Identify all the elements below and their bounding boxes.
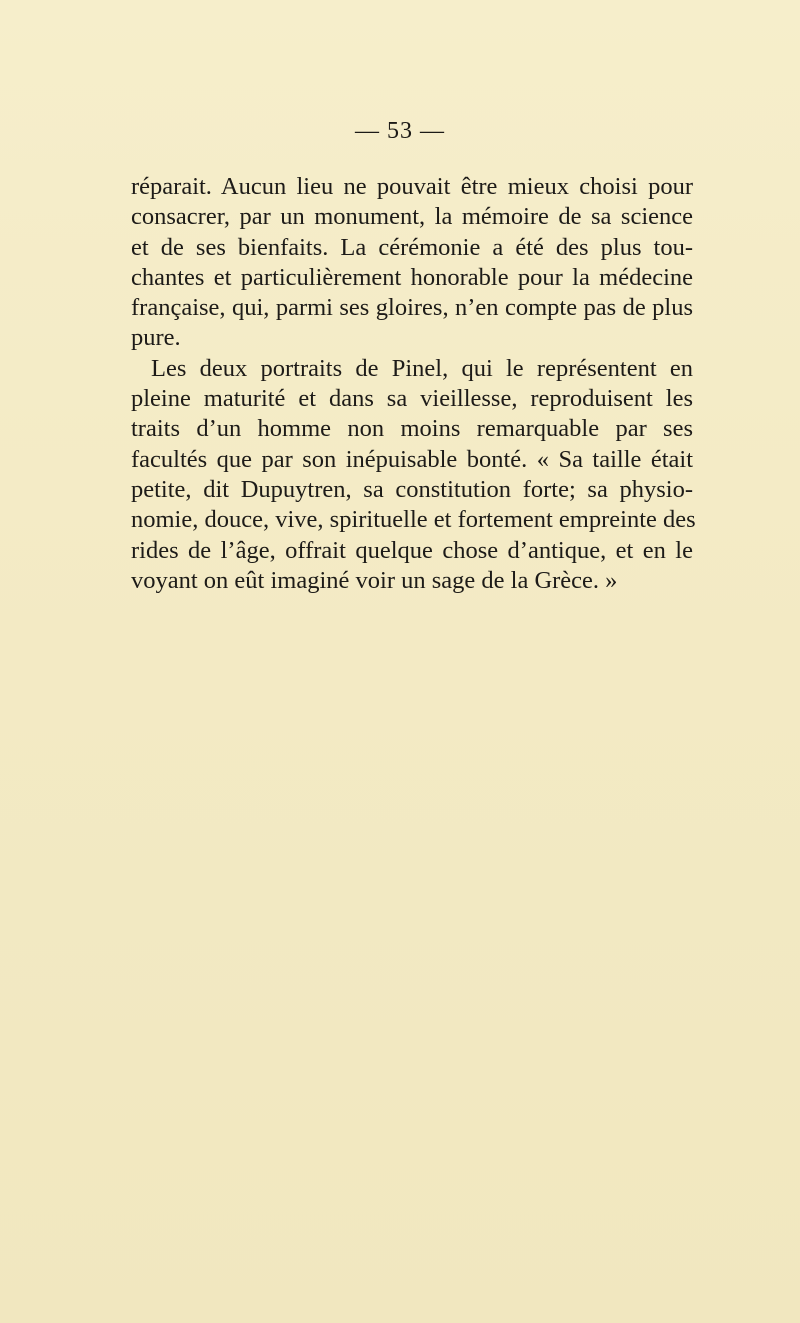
text-line: rides de l’âge, offrait quelque chose d’antique, et en le — [131, 536, 693, 564]
text-line: française, qui, parmi ses gloires, n’en compte pas de plus — [131, 294, 693, 322]
text-line: pure. — [131, 324, 181, 352]
text-line: traits d’un homme non moins remarquable par ses — [131, 415, 693, 443]
text-line: Les deux portraits de Pinel, qui le représentent en — [151, 354, 693, 382]
text-line: consacrer, par un monument, la mémoire de sa science — [131, 203, 693, 231]
text-line: voyant on eût imaginé voir un sage de la Grèce. » — [131, 566, 618, 594]
text-line: nomie, douce, vive, spirituelle et fortement empreinte des — [131, 506, 696, 534]
page-number: — 53 — — [355, 118, 445, 144]
text-line: chantes et particulièrement honorable pour la médecine — [131, 263, 693, 291]
body-text — [131, 172, 696, 596]
text-line: petite, dit Dupuytren, sa constitution forte; sa physio- — [131, 475, 693, 503]
text-line: et de ses bienfaits. La cérémonie a été des plus tou- — [131, 233, 693, 261]
text-line: pleine maturité et dans sa vieillesse, reproduisent les — [131, 385, 693, 413]
text-line: facultés que par son inépuisable bonté. « Sa taille était — [131, 445, 693, 473]
text-line: réparait. Aucun lieu ne pouvait être mieux choisi pour — [131, 173, 693, 200]
